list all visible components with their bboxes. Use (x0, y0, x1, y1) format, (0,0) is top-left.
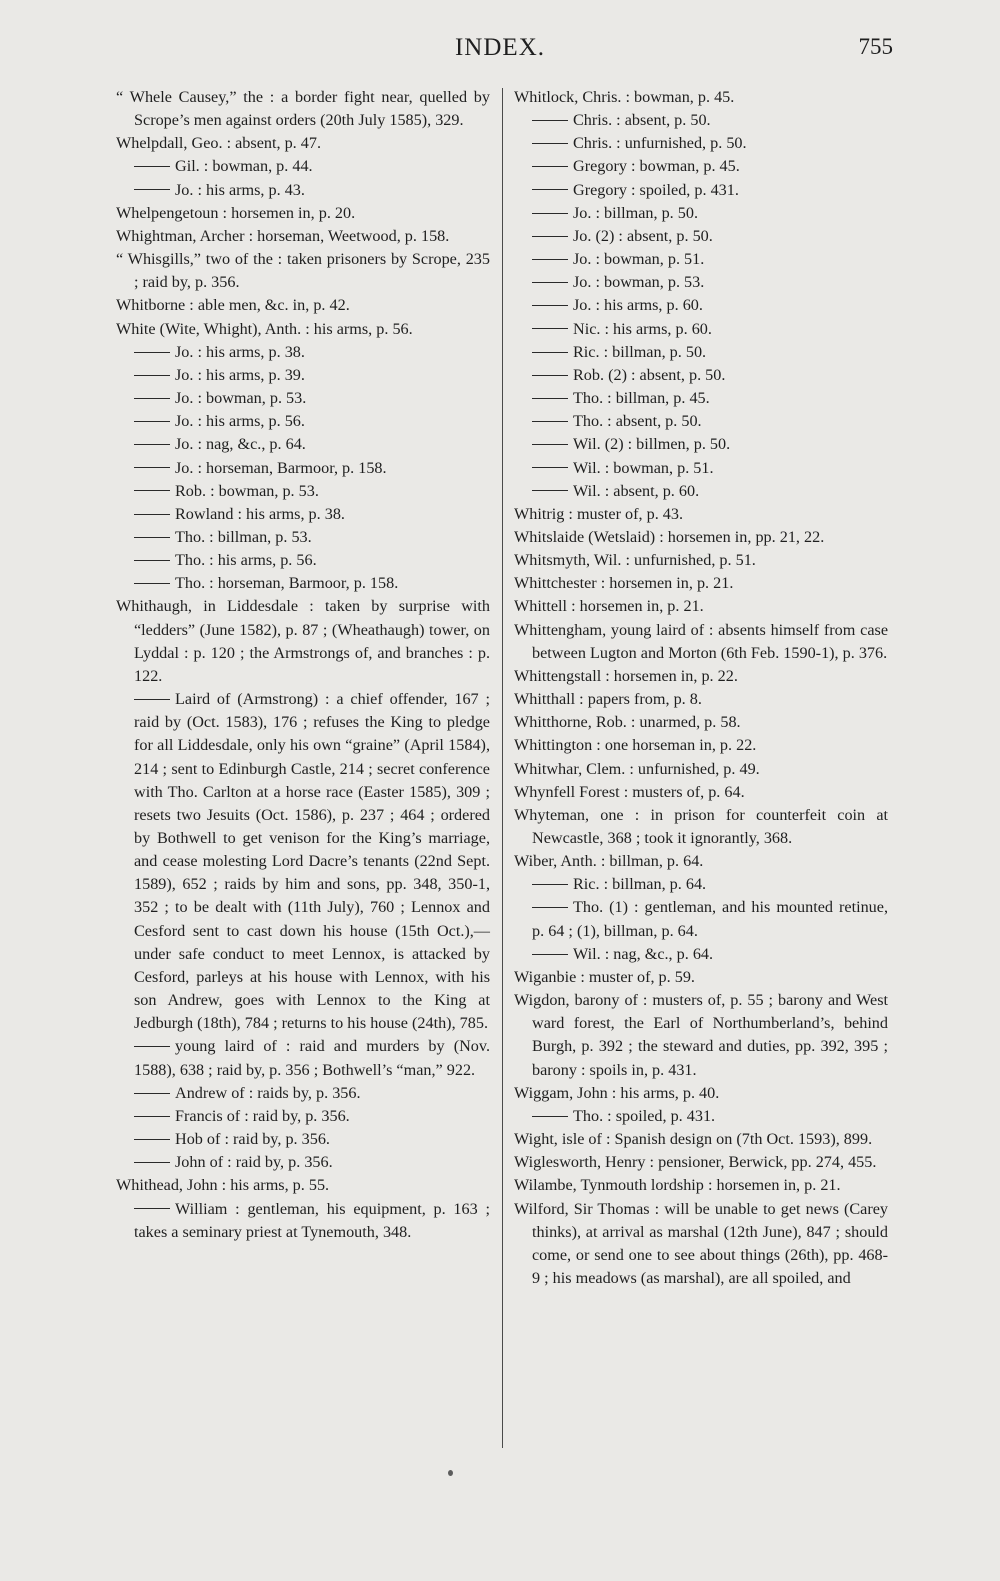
index-entry (514, 503, 888, 526)
ditto-dash (134, 699, 170, 700)
index-entry (514, 758, 888, 781)
entry-text: Jo. : nag, &c., p. 64. (175, 435, 306, 454)
index-entry (514, 711, 888, 734)
index-subentry (514, 155, 888, 178)
entry-text: John of : raid by, p. 356. (175, 1153, 333, 1172)
index-entry (116, 318, 490, 341)
entry-text: Tho. : billman, p. 53. (175, 527, 312, 546)
entry-text: Whitslaide (Wetslaid) : horsemen in, pp. 21, 22. (514, 527, 825, 546)
index-subentry (116, 572, 490, 595)
index-entry (116, 132, 490, 155)
entry-text: Tho. (1) : gentleman, and his mounted retinue, p. 64 ; (1), billman, p. 64. (532, 898, 888, 940)
ditto-dash (134, 1093, 170, 1094)
entry-text: Tho. : spoiled, p. 431. (573, 1106, 716, 1125)
ditto-dash (134, 1046, 170, 1047)
index-entry (116, 595, 490, 688)
ditto-dash (532, 375, 568, 376)
entry-text: Whitrig : muster of, p. 43. (514, 504, 684, 523)
index-subentry (116, 1128, 490, 1151)
entry-text: Wil. (2) : billmen, p. 50. (573, 435, 731, 454)
ditto-dash (134, 1116, 170, 1117)
entry-text: Tho. : billman, p. 45. (573, 389, 710, 408)
index-subentry (116, 526, 490, 549)
entry-text: Wilambe, Tynmouth lordship : horsemen in, p. 21. (514, 1176, 841, 1195)
ditto-dash (532, 1116, 568, 1117)
entry-text: Whittchester : horsemen in, p. 21. (514, 574, 734, 593)
index-subentry (514, 1105, 888, 1128)
index-entry (116, 202, 490, 225)
index-entry (514, 526, 888, 549)
entry-text: Whightman, Archer : horseman, Weetwood, p. 158. (116, 226, 450, 245)
entry-text: Wil. : nag, &c., p. 64. (573, 944, 714, 963)
index-subentry (514, 387, 888, 410)
entry-text: Whittengham, young laird of : absents himself from case between Lugton and Morton (6th Feb. 1590-1), p. 376. (514, 620, 888, 662)
index-entry (514, 1082, 888, 1105)
entry-text: Wil. : absent, p. 60. (573, 481, 700, 500)
entry-text: Wiber, Anth. : billman, p. 64. (514, 852, 704, 871)
entry-text: Chris. : unfurnished, p. 50. (573, 134, 747, 153)
index-subentry (514, 318, 888, 341)
index-subentry (514, 109, 888, 132)
entry-text: Tho. : absent, p. 50. (573, 412, 702, 431)
index-entry (514, 804, 888, 850)
index-entry (514, 850, 888, 873)
ditto-dash (532, 120, 568, 121)
index-entry (514, 966, 888, 989)
entry-text: Jo. : billman, p. 50. (573, 203, 699, 222)
index-entry (514, 734, 888, 757)
index-subentry (116, 155, 490, 178)
ditto-dash (532, 352, 568, 353)
ditto-dash (134, 421, 170, 422)
index-subentry (514, 873, 888, 896)
entry-text: Wigdon, barony of : musters of, p. 55 ; barony and West ward forest, the Earl of Northumberland’s, behind Burgh, p. 392 ; the steward and duties, pp. 392, 395 ; barony : spoils in, p. 431. (514, 991, 888, 1079)
ditto-dash (532, 884, 568, 885)
entry-text: Whithead, John : his arms, p. 55. (116, 1176, 330, 1195)
entry-text: “ Whisgills,” two of the : taken prisoners by Scrope, 235 ; raid by, p. 356. (116, 250, 490, 292)
entry-text: Nic. : his arms, p. 60. (573, 319, 712, 338)
ditto-dash (134, 352, 170, 353)
entry-text: Wiggam, John : his arms, p. 40. (514, 1083, 720, 1102)
entry-text: Whittington : one horseman in, p. 22. (514, 736, 757, 755)
index-subentry (514, 271, 888, 294)
index-subentry (116, 480, 490, 503)
entry-text: young laird of : raid and murders by (Nov. 1588), 638 ; raid by, p. 356 ; Bothwell’s “man,” 922. (134, 1037, 490, 1079)
entry-text: Whitwhar, Clem. : unfurnished, p. 49. (514, 759, 760, 778)
index-subentry (514, 179, 888, 202)
index-entry (514, 86, 888, 109)
index-subentry (514, 943, 888, 966)
entry-text: William : gentleman, his equipment, p. 163 ; takes a seminary priest at Tynemouth, 348. (134, 1199, 490, 1241)
index-subentry (514, 132, 888, 155)
entry-text: Jo. : bowman, p. 51. (573, 250, 705, 269)
index-entry (116, 86, 490, 132)
ditto-dash (532, 907, 568, 908)
entry-text: Whithaugh, in Liddesdale : taken by surprise with “ledders” (June 1582), p. 87 ; (Wheathaugh) tower, on Lyddal : p. 120 ; the Armstrongs of, and branches : p. 122. (116, 597, 490, 685)
entry-text: Wil. : bowman, p. 51. (573, 458, 714, 477)
index-subentry (116, 688, 490, 1035)
index-entry (514, 665, 888, 688)
ditto-dash (134, 189, 170, 190)
index-subentry (514, 433, 888, 456)
index-subentry (514, 341, 888, 364)
entry-text: “ Whele Causey,” the : a border fight near, quelled by Scrope’s men against orders (20th July 1585), 329. (116, 88, 490, 130)
entry-text: Jo. (2) : absent, p. 50. (573, 226, 713, 245)
index-subentry (514, 457, 888, 480)
ditto-dash (134, 444, 170, 445)
entry-text: Rob. : bowman, p. 53. (175, 481, 319, 500)
index-entry (514, 989, 888, 1082)
entry-text: Hob of : raid by, p. 356. (175, 1130, 330, 1149)
index-subentry (116, 503, 490, 526)
entry-text: Ric. : billman, p. 50. (573, 342, 707, 361)
entry-text: Whitthorne, Rob. : unarmed, p. 58. (514, 713, 741, 732)
index-subentry (514, 410, 888, 433)
entry-text: Gil. : bowman, p. 44. (175, 157, 313, 176)
index-subentry (514, 225, 888, 248)
ditto-dash (134, 537, 170, 538)
ditto-dash (134, 490, 170, 491)
index-entry (116, 225, 490, 248)
page-header (0, 34, 1000, 66)
entry-text: Jo. : his arms, p. 38. (175, 342, 305, 361)
index-column-left (116, 86, 490, 1244)
ditto-dash (134, 514, 170, 515)
index-subentry (116, 433, 490, 456)
index-entry (514, 688, 888, 711)
entry-text: Wiglesworth, Henry : pensioner, Berwick, pp. 274, 455. (514, 1153, 877, 1172)
ditto-dash (532, 143, 568, 144)
index-subentry (116, 364, 490, 387)
ditto-dash (532, 213, 568, 214)
index-entry (514, 572, 888, 595)
index-subentry (514, 202, 888, 225)
index-entry (514, 619, 888, 665)
column-divider (502, 88, 503, 1448)
ditto-dash (532, 421, 568, 422)
entry-text: Jo. : horseman, Barmoor, p. 158. (175, 458, 387, 477)
index-subentry (116, 387, 490, 410)
index-subentry (514, 294, 888, 317)
entry-text: Wight, isle of : Spanish design on (7th Oct. 1593), 899. (514, 1130, 873, 1149)
entry-text: Tho. : horseman, Barmoor, p. 158. (175, 574, 399, 593)
index-subentry (514, 364, 888, 387)
index-entry (116, 1174, 490, 1197)
entry-text: Wilford, Sir Thomas : will be unable to get news (Carey thinks), at arrival as marshal (12th June), 847 ; should come, or send one to see about things (26th), pp. 468-9 ; his meadows (as marshal), are all spoiled, and (514, 1199, 888, 1287)
ditto-dash (134, 1162, 170, 1163)
ditto-dash (134, 560, 170, 561)
entry-text: Jo. : his arms, p. 56. (175, 412, 305, 431)
ditto-dash (532, 490, 568, 491)
entry-text: Whelpdall, Geo. : absent, p. 47. (116, 134, 321, 153)
ditto-dash (532, 166, 568, 167)
entry-text: Jo. : his arms, p. 43. (175, 180, 305, 199)
index-subentry (514, 480, 888, 503)
entry-text: Andrew of : raids by, p. 356. (175, 1083, 361, 1102)
ditto-dash (134, 467, 170, 468)
index-entry (116, 248, 490, 294)
index-entry (514, 595, 888, 618)
page-title: INDEX. (454, 34, 545, 61)
ditto-dash (532, 444, 568, 445)
entry-text: Jo. : bowman, p. 53. (175, 389, 307, 408)
ditto-dash (532, 236, 568, 237)
index-entry (514, 781, 888, 804)
entry-text: Chris. : absent, p. 50. (573, 111, 711, 130)
index-subentry (116, 1198, 490, 1244)
entry-text: Jo. : his arms, p. 39. (175, 365, 305, 384)
index-entry (116, 294, 490, 317)
entry-text: Whyteman, one : in prison for counterfeit coin at Newcastle, 368 ; took it ignorantly, 368. (514, 805, 888, 847)
index-subentry (116, 179, 490, 202)
index-entry (514, 1174, 888, 1197)
ditto-dash (134, 166, 170, 167)
entry-text: Gregory : bowman, p. 45. (573, 157, 740, 176)
ditto-dash (532, 398, 568, 399)
entry-text: White (Wite, Whight), Anth. : his arms, p. 56. (116, 319, 413, 338)
ditto-dash (532, 305, 568, 306)
ditto-dash (134, 583, 170, 584)
entry-text: Whitborne : able men, &c. in, p. 42. (116, 296, 350, 315)
entry-text: Whittell : horsemen in, p. 21. (514, 597, 704, 616)
ditto-dash (134, 398, 170, 399)
index-subentry (116, 1105, 490, 1128)
entry-text: Francis of : raid by, p. 356. (175, 1106, 350, 1125)
entry-text: Jo. : bowman, p. 53. (573, 273, 705, 292)
entry-text: Gregory : spoiled, p. 431. (573, 180, 739, 199)
ditto-dash (532, 954, 568, 955)
index-entry (514, 1198, 888, 1291)
index-subentry (514, 248, 888, 271)
entry-text: Wiganbie : muster of, p. 59. (514, 967, 695, 986)
index-subentry (514, 896, 888, 942)
index-column-right (514, 86, 888, 1290)
ditto-dash (532, 189, 568, 190)
entry-text: Whynfell Forest : musters of, p. 64. (514, 782, 745, 801)
ditto-dash (134, 1208, 170, 1209)
index-subentry (116, 457, 490, 480)
entry-text: Whitthall : papers from, p. 8. (514, 690, 702, 709)
index-subentry (116, 1151, 490, 1174)
page-speck (448, 1470, 453, 1476)
ditto-dash (532, 328, 568, 329)
index-entry (514, 549, 888, 572)
entry-text: Tho. : his arms, p. 56. (175, 551, 317, 570)
index-entry (514, 1128, 888, 1151)
entry-text: Whelpengetoun : horsemen in, p. 20. (116, 203, 356, 222)
index-subentry (116, 341, 490, 364)
entry-text: Ric. : billman, p. 64. (573, 875, 707, 894)
entry-text: Rowland : his arms, p. 38. (175, 504, 345, 523)
entry-text: Rob. (2) : absent, p. 50. (573, 365, 726, 384)
index-subentry (116, 1082, 490, 1105)
entry-text: Whittengstall : horsemen in, p. 22. (514, 666, 738, 685)
page-number: 755 (858, 34, 893, 59)
entry-text: Whitsmyth, Wil. : unfurnished, p. 51. (514, 551, 756, 570)
index-entry (514, 1151, 888, 1174)
entry-text: Jo. : his arms, p. 60. (573, 296, 703, 315)
index-subentry (116, 1035, 490, 1081)
index-subentry (116, 549, 490, 572)
index-subentry (116, 410, 490, 433)
entry-text: Whitlock, Chris. : bowman, p. 45. (514, 88, 735, 106)
entry-text: Laird of (Armstrong) : a chief offender, 167 ; raid by (Oct. 1583), 176 ; refuses the King to pledge for all Liddesdale, only his own “graine” (April 1584), 214 ; sent to Edinburgh Castle, 214 ; secret conference with Tho. Carlton at a horse race (Easter 1585), 309 ; resets two Jesuits (Oct. 1586), p. 237 ; 464 ; ordered by Bothwell to get venison for the King’s marriage, and cease molesting Lord Dacre’s tenants (22nd Sept. 1589), 652 ; raids by him and sons, pp. 348, 350-1, 352 ; to be dealt with (11th July), 760 ; Lennox and Cesford sent to cast down his house (15th Oct.),—under safe conduct to meet Lennox, is attacked by Cesford, parleys at his house with Lennox, with his son Andrew, goes with Lennox to the King at Jedburgh (18th), 784 ; returns to his house (24th), 785. (134, 690, 490, 1033)
ditto-dash (532, 282, 568, 283)
ditto-dash (532, 259, 568, 260)
ditto-dash (532, 467, 568, 468)
ditto-dash (134, 1139, 170, 1140)
ditto-dash (134, 375, 170, 376)
